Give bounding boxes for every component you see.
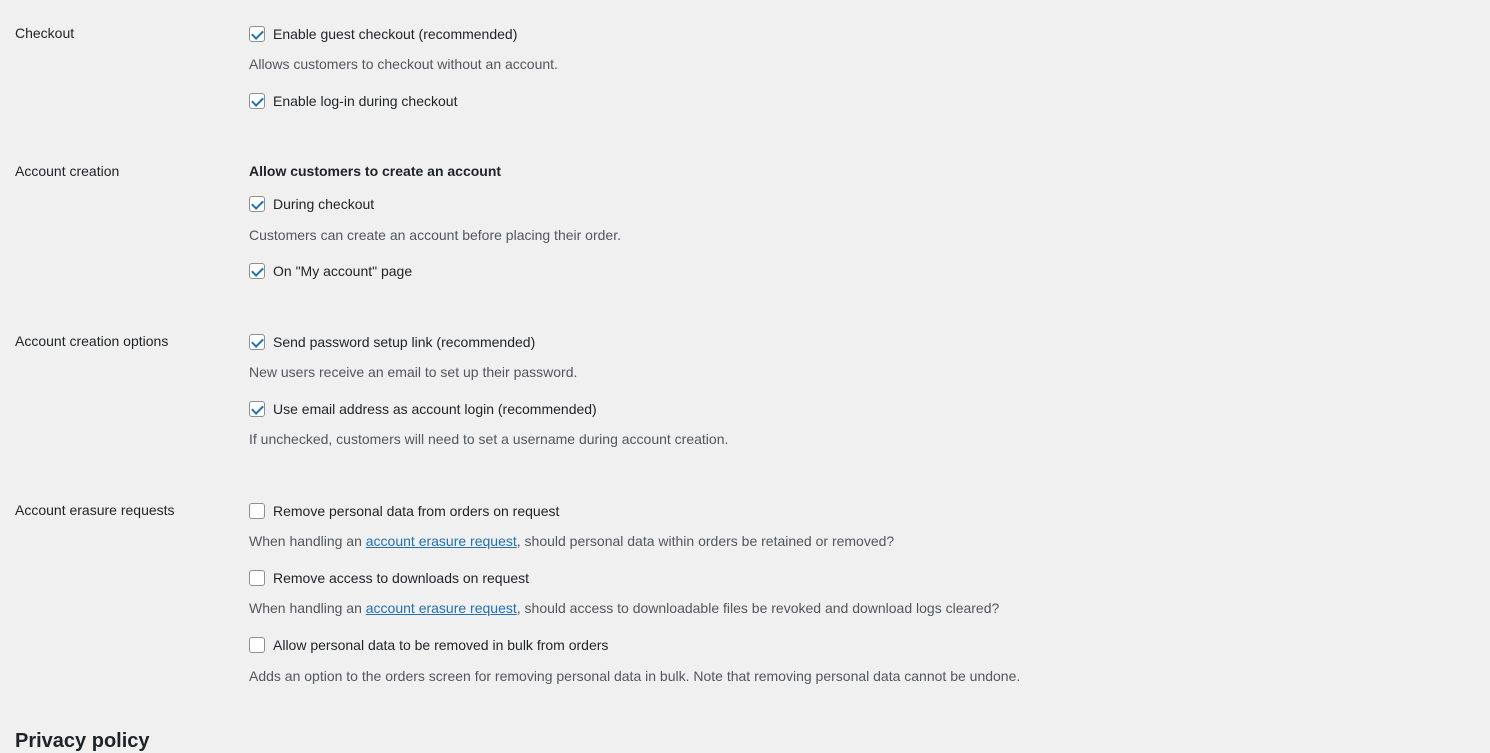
bulk-removal-checkbox[interactable]: [249, 637, 265, 653]
login-checkout-label[interactable]: Enable log-in during checkout: [273, 93, 458, 109]
erasure-request-link[interactable]: account erasure request: [365, 533, 517, 549]
remove-orders-description: [249, 533, 894, 549]
login-checkout-option[interactable]: [249, 92, 457, 110]
my-account-checkbox[interactable]: [249, 263, 265, 279]
email-login-option[interactable]: [249, 400, 597, 418]
checkout-label: Checkout: [15, 25, 75, 41]
remove-downloads-description: [249, 600, 999, 616]
during-checkout-description: Customers can create an account before placing their order.: [249, 227, 621, 243]
remove-downloads-checkbox[interactable]: [249, 570, 265, 586]
password-link-description: New users receive an email to set up their password.: [249, 364, 578, 380]
account-creation-subheading: Allow customers to create an account: [249, 163, 502, 179]
remove-orders-checkbox[interactable]: [249, 503, 265, 519]
remove-orders-desc-post: , should personal data within orders be retained or removed?: [516, 533, 895, 549]
bulk-removal-description: Adds an option to the orders screen for removing personal data in bulk. Note that removing personal data cannot be undone.: [249, 668, 1021, 684]
during-checkout-label[interactable]: During checkout: [273, 196, 375, 212]
email-login-checkbox[interactable]: [249, 401, 265, 417]
privacy-policy-heading: Privacy policy: [15, 730, 150, 752]
password-link-option[interactable]: [249, 333, 535, 351]
account-creation-options-label: Account creation options: [15, 333, 169, 349]
account-creation-label: Account creation: [15, 163, 120, 179]
erasure-request-link[interactable]: account erasure request: [365, 600, 517, 616]
remove-downloads-option[interactable]: [249, 569, 529, 587]
email-login-description: If unchecked, customers will need to set a username during account creation.: [249, 431, 729, 447]
remove-orders-option[interactable]: [249, 502, 559, 520]
guest-checkout-option[interactable]: [249, 25, 517, 43]
remove-orders-desc-pre: When handling an: [249, 533, 366, 549]
during-checkout-option[interactable]: [249, 195, 374, 213]
bulk-removal-label[interactable]: Allow personal data to be removed in bulk from orders: [273, 637, 609, 653]
remove-orders-label[interactable]: Remove personal data from orders on request: [273, 503, 560, 519]
login-checkout-checkbox[interactable]: [249, 93, 265, 109]
account-erasure-label: Account erasure requests: [15, 502, 175, 518]
during-checkout-checkbox[interactable]: [249, 196, 265, 212]
remove-downloads-label[interactable]: Remove access to downloads on request: [273, 570, 530, 586]
email-login-label[interactable]: Use email address as account login (recommended): [273, 401, 597, 417]
guest-checkout-checkbox[interactable]: [249, 26, 265, 42]
bulk-removal-option[interactable]: [249, 636, 608, 654]
password-link-checkbox[interactable]: [249, 334, 265, 350]
my-account-option[interactable]: [249, 262, 412, 280]
remove-downloads-desc-pre: When handling an: [249, 600, 366, 616]
remove-downloads-desc-post: , should access to downloadable files be revoked and download logs cleared?: [516, 600, 1000, 616]
password-link-label[interactable]: Send password setup link (recommended): [273, 334, 536, 350]
my-account-label[interactable]: On "My account" page: [273, 263, 413, 279]
guest-checkout-label[interactable]: Enable guest checkout (recommended): [273, 26, 518, 42]
guest-checkout-description: Allows customers to checkout without an account.: [249, 56, 558, 72]
